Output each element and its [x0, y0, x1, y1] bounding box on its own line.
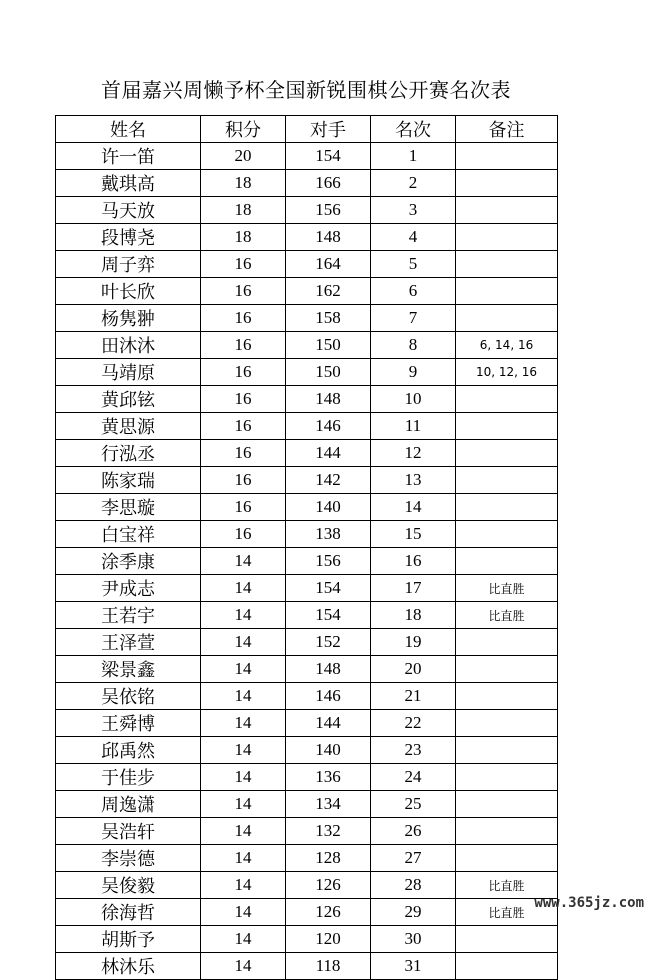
cell-name: 吴依铭 — [56, 683, 201, 710]
cell-note — [456, 845, 558, 872]
cell-score: 14 — [201, 791, 286, 818]
cell-score: 14 — [201, 683, 286, 710]
cell-name: 周子弈 — [56, 251, 201, 278]
cell-opponent: 156 — [286, 548, 371, 575]
cell-rank: 10 — [371, 386, 456, 413]
cell-name: 段博尧 — [56, 224, 201, 251]
cell-score: 14 — [201, 575, 286, 602]
cell-name: 马天放 — [56, 197, 201, 224]
table-row — [56, 656, 558, 683]
cell-name: 胡斯予 — [56, 926, 201, 953]
cell-score: 16 — [201, 251, 286, 278]
cell-rank: 24 — [371, 764, 456, 791]
cell-note — [456, 197, 558, 224]
cell-name: 尹成志 — [56, 575, 201, 602]
table-row — [56, 872, 558, 899]
table-row — [56, 953, 558, 980]
watermark: www.365jz.com — [534, 895, 644, 911]
cell-rank: 15 — [371, 521, 456, 548]
cell-rank: 22 — [371, 710, 456, 737]
table-row — [56, 818, 558, 845]
table-row — [56, 440, 558, 467]
cell-score: 14 — [201, 899, 286, 926]
cell-name: 戴琪高 — [56, 170, 201, 197]
cell-opponent: 154 — [286, 143, 371, 170]
cell-rank: 1 — [371, 143, 456, 170]
cell-opponent: 166 — [286, 170, 371, 197]
cell-note — [456, 737, 558, 764]
cell-rank: 20 — [371, 656, 456, 683]
cell-opponent: 154 — [286, 575, 371, 602]
column-header-note: 备注 — [456, 116, 558, 143]
cell-opponent: 146 — [286, 683, 371, 710]
cell-note — [456, 413, 558, 440]
cell-note — [456, 440, 558, 467]
table-row — [56, 683, 558, 710]
cell-score: 14 — [201, 656, 286, 683]
cell-score: 16 — [201, 413, 286, 440]
cell-note — [456, 656, 558, 683]
cell-note — [456, 278, 558, 305]
table-row — [56, 602, 558, 629]
cell-score: 16 — [201, 359, 286, 386]
table-row — [56, 521, 558, 548]
cell-note — [456, 494, 558, 521]
cell-opponent: 156 — [286, 197, 371, 224]
cell-note — [456, 926, 558, 953]
cell-rank: 8 — [371, 332, 456, 359]
cell-name: 王舜博 — [56, 710, 201, 737]
cell-name: 梁景鑫 — [56, 656, 201, 683]
cell-note — [456, 467, 558, 494]
cell-name: 林沐乐 — [56, 953, 201, 980]
cell-rank: 11 — [371, 413, 456, 440]
table-row — [56, 710, 558, 737]
table-row — [56, 278, 558, 305]
cell-rank: 4 — [371, 224, 456, 251]
cell-opponent: 148 — [286, 656, 371, 683]
table-row — [56, 467, 558, 494]
cell-name: 白宝祥 — [56, 521, 201, 548]
cell-rank: 9 — [371, 359, 456, 386]
cell-name: 吴浩轩 — [56, 818, 201, 845]
cell-name: 王泽萱 — [56, 629, 201, 656]
table-header-row — [56, 116, 558, 143]
cell-name: 田沐沐 — [56, 332, 201, 359]
cell-score: 14 — [201, 845, 286, 872]
cell-name: 李崇德 — [56, 845, 201, 872]
cell-opponent: 152 — [286, 629, 371, 656]
table-row — [56, 251, 558, 278]
table-row — [56, 791, 558, 818]
table-row — [56, 737, 558, 764]
table-row — [56, 494, 558, 521]
cell-score: 14 — [201, 953, 286, 980]
cell-name: 王若宇 — [56, 602, 201, 629]
cell-note — [456, 224, 558, 251]
cell-rank: 23 — [371, 737, 456, 764]
cell-name: 黄邱铉 — [56, 386, 201, 413]
cell-note: 比直胜 — [456, 602, 558, 629]
cell-rank: 28 — [371, 872, 456, 899]
cell-rank: 13 — [371, 467, 456, 494]
table-row — [56, 845, 558, 872]
cell-note: 比直胜 — [456, 575, 558, 602]
table-row — [56, 143, 558, 170]
cell-opponent: 144 — [286, 440, 371, 467]
cell-score: 16 — [201, 494, 286, 521]
cell-rank: 6 — [371, 278, 456, 305]
column-header-name: 姓名 — [56, 116, 201, 143]
cell-opponent: 132 — [286, 818, 371, 845]
cell-note — [456, 143, 558, 170]
cell-note — [456, 764, 558, 791]
cell-note — [456, 386, 558, 413]
cell-note — [456, 170, 558, 197]
table-row — [56, 764, 558, 791]
cell-opponent: 150 — [286, 332, 371, 359]
cell-note — [456, 251, 558, 278]
cell-score: 14 — [201, 737, 286, 764]
cell-note: 比直胜 — [456, 872, 558, 899]
cell-note: 比直胜 — [456, 899, 558, 926]
cell-rank: 5 — [371, 251, 456, 278]
table-row — [56, 170, 558, 197]
table-row — [56, 413, 558, 440]
cell-score: 16 — [201, 332, 286, 359]
cell-opponent: 136 — [286, 764, 371, 791]
cell-score: 14 — [201, 926, 286, 953]
cell-note — [456, 305, 558, 332]
cell-rank: 26 — [371, 818, 456, 845]
cell-score: 14 — [201, 872, 286, 899]
cell-opponent: 140 — [286, 737, 371, 764]
table-row — [56, 197, 558, 224]
cell-score: 20 — [201, 143, 286, 170]
cell-name: 吴俊毅 — [56, 872, 201, 899]
table-row — [56, 224, 558, 251]
cell-score: 14 — [201, 629, 286, 656]
table-row — [56, 629, 558, 656]
column-header-rank: 名次 — [371, 116, 456, 143]
cell-rank: 25 — [371, 791, 456, 818]
cell-name: 陈家瑞 — [56, 467, 201, 494]
cell-note — [456, 521, 558, 548]
cell-opponent: 140 — [286, 494, 371, 521]
cell-score: 18 — [201, 224, 286, 251]
cell-name: 周逸潇 — [56, 791, 201, 818]
cell-note: 10, 12, 16 — [456, 359, 558, 386]
cell-rank: 31 — [371, 953, 456, 980]
cell-rank: 2 — [371, 170, 456, 197]
cell-rank: 12 — [371, 440, 456, 467]
cell-opponent: 158 — [286, 305, 371, 332]
cell-opponent: 138 — [286, 521, 371, 548]
cell-rank: 27 — [371, 845, 456, 872]
cell-rank: 19 — [371, 629, 456, 656]
cell-note — [456, 791, 558, 818]
cell-name: 李思璇 — [56, 494, 201, 521]
cell-name: 黄思源 — [56, 413, 201, 440]
cell-score: 16 — [201, 278, 286, 305]
column-header-score: 积分 — [201, 116, 286, 143]
cell-score: 14 — [201, 548, 286, 575]
page-title: 首届嘉兴周懒予杯全国新锐围棋公开赛名次表 — [101, 78, 511, 102]
cell-score: 14 — [201, 764, 286, 791]
table-row — [56, 332, 558, 359]
cell-opponent: 126 — [286, 899, 371, 926]
cell-rank: 3 — [371, 197, 456, 224]
table-body — [56, 143, 558, 980]
cell-rank: 7 — [371, 305, 456, 332]
cell-name: 涂季康 — [56, 548, 201, 575]
cell-score: 14 — [201, 818, 286, 845]
cell-score: 14 — [201, 710, 286, 737]
table-row — [56, 305, 558, 332]
cell-score: 16 — [201, 521, 286, 548]
cell-rank: 30 — [371, 926, 456, 953]
cell-name: 邱禹然 — [56, 737, 201, 764]
cell-note: 6, 14, 16 — [456, 332, 558, 359]
table-row — [56, 899, 558, 926]
cell-opponent: 142 — [286, 467, 371, 494]
cell-opponent: 134 — [286, 791, 371, 818]
cell-name: 行泓丞 — [56, 440, 201, 467]
cell-name: 于佳步 — [56, 764, 201, 791]
cell-rank: 16 — [371, 548, 456, 575]
table-row — [56, 359, 558, 386]
cell-note — [456, 818, 558, 845]
cell-opponent: 126 — [286, 872, 371, 899]
cell-rank: 21 — [371, 683, 456, 710]
cell-score: 16 — [201, 305, 286, 332]
cell-score: 18 — [201, 197, 286, 224]
cell-score: 16 — [201, 386, 286, 413]
cell-opponent: 120 — [286, 926, 371, 953]
table-row — [56, 386, 558, 413]
cell-rank: 17 — [371, 575, 456, 602]
cell-score: 18 — [201, 170, 286, 197]
cell-note — [456, 548, 558, 575]
cell-opponent: 118 — [286, 953, 371, 980]
cell-note — [456, 683, 558, 710]
table-row — [56, 926, 558, 953]
cell-opponent: 164 — [286, 251, 371, 278]
column-header-opponent: 对手 — [286, 116, 371, 143]
cell-opponent: 144 — [286, 710, 371, 737]
cell-opponent: 146 — [286, 413, 371, 440]
cell-score: 16 — [201, 440, 286, 467]
cell-opponent: 128 — [286, 845, 371, 872]
cell-opponent: 162 — [286, 278, 371, 305]
cell-opponent: 154 — [286, 602, 371, 629]
cell-name: 叶长欣 — [56, 278, 201, 305]
cell-note — [456, 629, 558, 656]
table-row — [56, 548, 558, 575]
cell-opponent: 148 — [286, 386, 371, 413]
cell-name: 徐海哲 — [56, 899, 201, 926]
cell-score: 14 — [201, 602, 286, 629]
cell-opponent: 148 — [286, 224, 371, 251]
cell-opponent: 150 — [286, 359, 371, 386]
cell-note — [456, 953, 558, 980]
cell-name: 许一笛 — [56, 143, 201, 170]
table-row — [56, 575, 558, 602]
cell-rank: 14 — [371, 494, 456, 521]
cell-note — [456, 710, 558, 737]
cell-rank: 18 — [371, 602, 456, 629]
cell-name: 杨隽翀 — [56, 305, 201, 332]
cell-name: 马靖原 — [56, 359, 201, 386]
cell-rank: 29 — [371, 899, 456, 926]
cell-score: 16 — [201, 467, 286, 494]
ranking-table — [55, 115, 558, 980]
